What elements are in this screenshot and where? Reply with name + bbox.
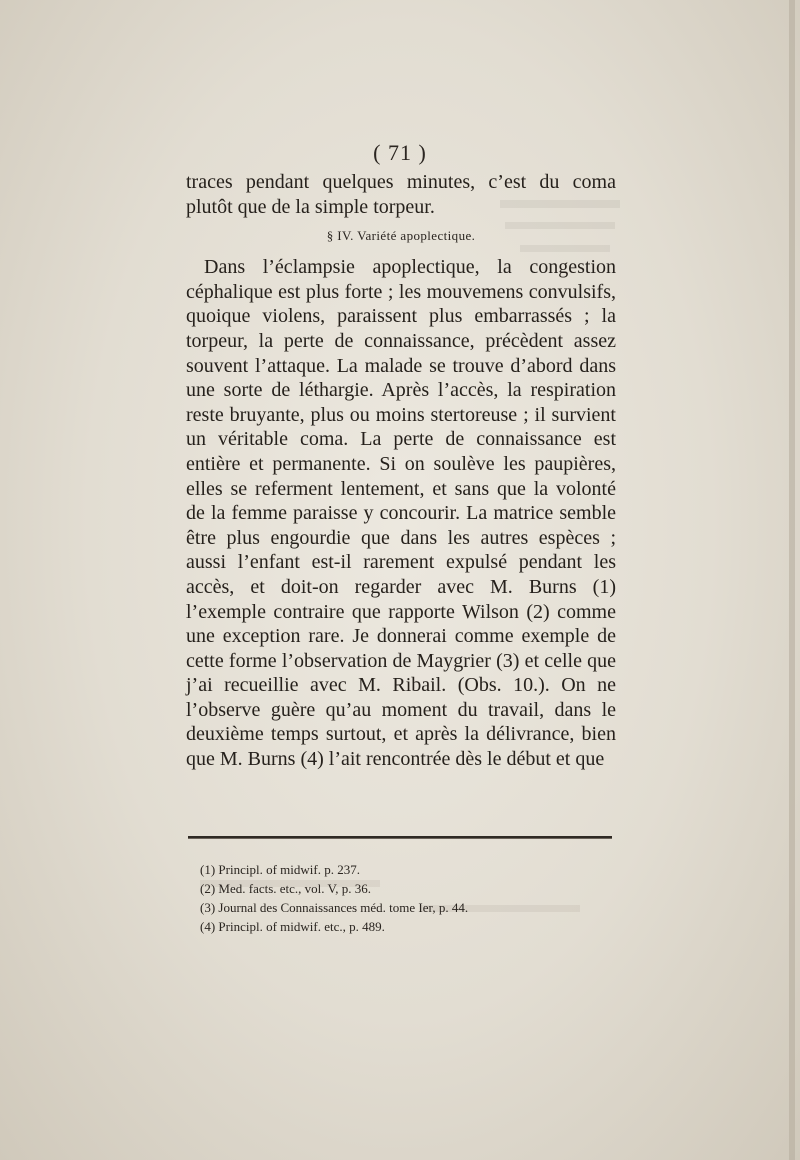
section-heading: § IV. Variété apoplectique. (326, 228, 476, 244)
main-paragraph: Dans l’éclampsie apoplectique, la congestion céphalique est plus forte ; les mouvemens convulsifs, quoique violens, paraissent plus embarrassés ; la torpeur, la perte de connaissance, précèdent assez souvent l’attaque. La malade se trouve d’abord dans une sorte de léthargie. Après l’accès, la respiration reste bruyante, plus ou moins stertoreuse ; il survient un véritable coma. La perte de connaissance est entière et permanente. Si on soulève les paupières, elles se referment lentement, et sans que la volonté de la femme paraisse y concourir. La matrice semble être plus engourdie que dans les autres espèces ; aussi l’enfant est-il rarement expulsé pendant les accès, et doit-on regarder avec M. Burns (1) l’exemple contraire que rapporte Wilson (2) comme une exception rare. Je donnerai comme exemple de cette forme l’observation de Maygrier (3) et celle que j’ai recueillie avec M. Ribail. (Obs. 10.). On ne l’observe guère qu’au moment du travail, dans le deuxième temps surtout, et après la délivrance, bien que M. Burns (4) l’ait rencontrée dès le début et que (186, 256, 616, 771)
footnote-item: (1) Principl. of midwif. p. 237. (200, 862, 360, 877)
footnote-item: (2) Med. facts. etc., vol. V, p. 36. (200, 881, 372, 896)
footnote-item: (3) Journal des Connaissances méd. tome Ier, p. 44. (200, 900, 469, 915)
footnote-separator (188, 836, 612, 839)
opening-paragraph: traces pendant quelques minutes, c’est du coma plutôt que de la simple torpeur. (186, 171, 616, 218)
page-number: ( 71 ) (373, 140, 427, 165)
main-text-block (186, 170, 616, 772)
footnote-item: (4) Principl. of midwif. etc., p. 489. (200, 919, 385, 934)
footnotes-list (200, 860, 600, 936)
